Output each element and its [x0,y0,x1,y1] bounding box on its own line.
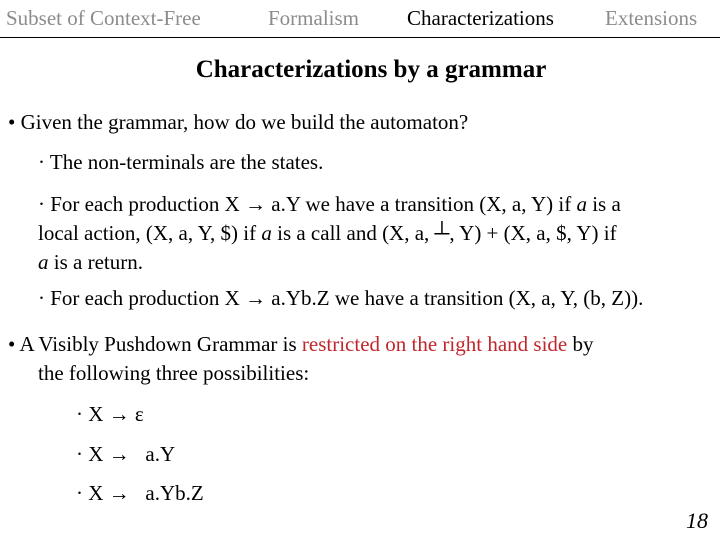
italic-symbol-a: a [576,192,587,216]
italic-symbol-a: a [38,250,49,274]
nav-item-subset-of-context-free[interactable]: Subset of Context-Free [6,6,201,30]
nav-item-characterizations[interactable]: Characterizations [407,6,554,30]
rule-epsilon: · X → ε [76,402,144,426]
sub-bullet-non-terminals: · The non-terminals are the states. [38,150,324,174]
text-segment: is a call and (X, a, ┴, Y) + (X, a, $, Y) if [271,221,617,245]
text-segment: · For each production X → a.Y we have a transition (X, a, Y) if [38,192,577,216]
text-segment: is a return. [48,250,143,274]
text-segment: is a [586,192,621,216]
nav-item-extensions[interactable]: Extensions [605,6,698,30]
bullet-visibly-pushdown-line-2: the following three possibilities: [38,361,310,385]
sub-bullet-production-line-2 [38,219,617,248]
page-number: 18 [686,508,708,533]
rule-a-y-b-z: · X → a.Yb.Z [76,481,204,505]
sub-bullet-production-line-1 [38,190,621,219]
bullet-visibly-pushdown-line-1 [8,330,593,359]
bullet-given-grammar: • Given the grammar, how do we build the automaton? [8,110,469,134]
sub-bullet-production-two-nonterminals: · For each production X → a.Yb.Z we have a transition (X, a, Y, (b, Z)). [38,286,644,310]
text-segment: local action, (X, a, Y, $) if [38,221,262,245]
text-segment: by [567,332,594,356]
sub-bullet-production-line-3 [38,248,143,277]
italic-symbol-a: a [261,221,272,245]
top-navigation-bar [0,0,720,38]
highlighted-phrase: restricted on the right hand side [301,332,568,356]
rule-a-y: · X → a.Y [76,442,176,466]
nav-item-formalism[interactable]: Formalism [268,6,360,30]
slide-title: Characterizations by a grammar [195,56,547,83]
text-segment: • A Visibly Pushdown Grammar is [8,332,302,356]
